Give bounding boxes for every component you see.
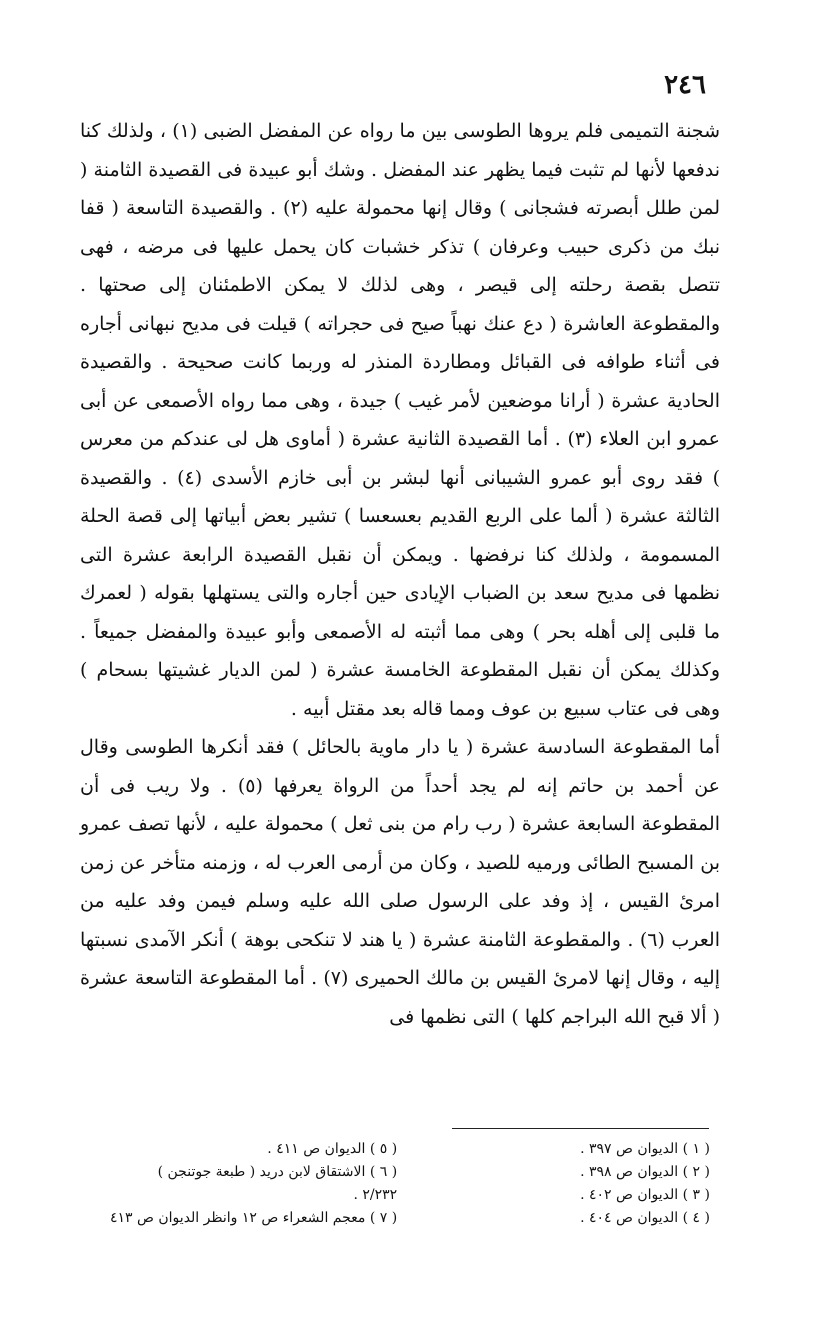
- footnote-2: ( ٢ ) الديوان ص ٣٩٨ .: [580, 1164, 710, 1180]
- body-text: [80, 112, 720, 1036]
- footnotes-right-column: [427, 1138, 710, 1230]
- footnote-4: ( ٤ ) الديوان ص ٤٠٤ .: [580, 1210, 710, 1226]
- footnotes: [110, 1138, 710, 1230]
- footnote-1: ( ١ ) الديوان ص ٣٩٧ .: [580, 1141, 710, 1157]
- footnote-5: ( ٥ ) الديوان ص ٤١١ .: [267, 1141, 398, 1157]
- footnote-6-continued: ٢/٢٣٢ .: [353, 1187, 398, 1203]
- footnote-6: ( ٦ ) الاشتقاق لابن دريد ( طبعة جوتنجن ): [157, 1164, 398, 1180]
- paragraph-2: أما المقطوعة السادسة عشرة ( يا دار ماوية بالحائل ) فقد أنكرها الطوسى وقال عن أحمد بن حاتم إنه لم يجد أحداً من الرواة يعرفها (٥) . ولا ريب فى أن المقطوعة السابعة عشرة ( رب رام من بنى ثعل ) محمولة عليه ، لأنها تصف عمرو بن المسبح الطائى ورميه للصيد ، وكان من أرمى العرب له ، وزمنه متأخر عن زمن امرئ القيس ، إذ وفد على الرسول صلى الله عليه وسلم فيمن وفد عليه من العرب (٦) . والمقطوعة الثامنة عشرة ( يا هند لا تنكحى بوهة ) أنكر الآمدى نسبتها إليه ، وقال إنها لامرئ القيس بن مالك الحميرى (٧) . أما المقطوعة التاسعة عشرة ( ألا قبح الله البراجم كلها ) التى نظمها فى: [80, 736, 720, 1028]
- footnotes-left-column: [110, 1138, 397, 1230]
- paragraph-1: شجنة التميمى فلم يروها الطوسى بين ما رواه عن المفضل الضبى (١) ، ولذلك كنا ندفعها لأنها لم تثبت فيما يظهر عند المفضل . وشك أبو عبيدة فى القصيدة الثامنة ( لمن طلل أبصرته فشجانى ) وقال إنها محمولة عليه (٢) . والقصيدة التاسعة ( قفا نبك من ذكرى حبيب وعرفان ) تذكر خشبات كان يحمل عليها فى مرضه ، فهى تتصل بقصة رحلته إلى قيصر ، وهى لذلك لا يمكن الاطمئنان إلى صحتها . والمقطوعة العاشرة ( دع عنك نهباً صيح فى حجراته ) قيلت فى مديح نبهانى أجاره فى أثناء طوافه فى القبائل ومطاردة المنذر له وربما كانت صحيحة . والقصيدة الحادية عشرة ( أرانا موضعين لأمر غيب ) جيدة ، وهى مما رواه الأصمعى عن أبى عمرو ابن العلاء (٣) . أما القصيدة الثانية عشرة ( أماوى هل لى عندكم من معرس ) فقد روى أبو عمرو الشيبانى أنها لبشر بن أبى خازم الأسدى (٤) . والقصيدة الثالثة عشرة ( ألما على الربع القديم بعسعسا ) تشير بعض أبياتها إلى قصة الحلة المسمومة ، ولذلك كنا نرفضها . ويمكن أن نقبل القصيدة الرابعة عشرة التى نظمها فى مديح سعد بن الضباب الإيادى حين أجاره والتى يستهلها بقوله ( لعمرك ما قلبى إلى أهله بحر ) وهى مما أثبته له الأصمعى وأبو عبيدة والمفضل جميعاً . وكذلك يمكن أن نقبل المقطوعة الخامسة عشرة ( لمن الديار غشيتها بسحام ) وهى فى عتاب سبيع بن عوف ومما قاله بعد مقتل أبيه .: [80, 120, 721, 720]
- footnote-7: ( ٧ ) معجم الشعراء ص ١٢ وانظر الديوان ص ٤١٣: [110, 1210, 398, 1226]
- page-number: ٢٤٦: [664, 70, 706, 100]
- footnote-divider: [452, 1128, 709, 1129]
- footnote-3: ( ٣ ) الديوان ص ٤٠٢ .: [580, 1187, 710, 1203]
